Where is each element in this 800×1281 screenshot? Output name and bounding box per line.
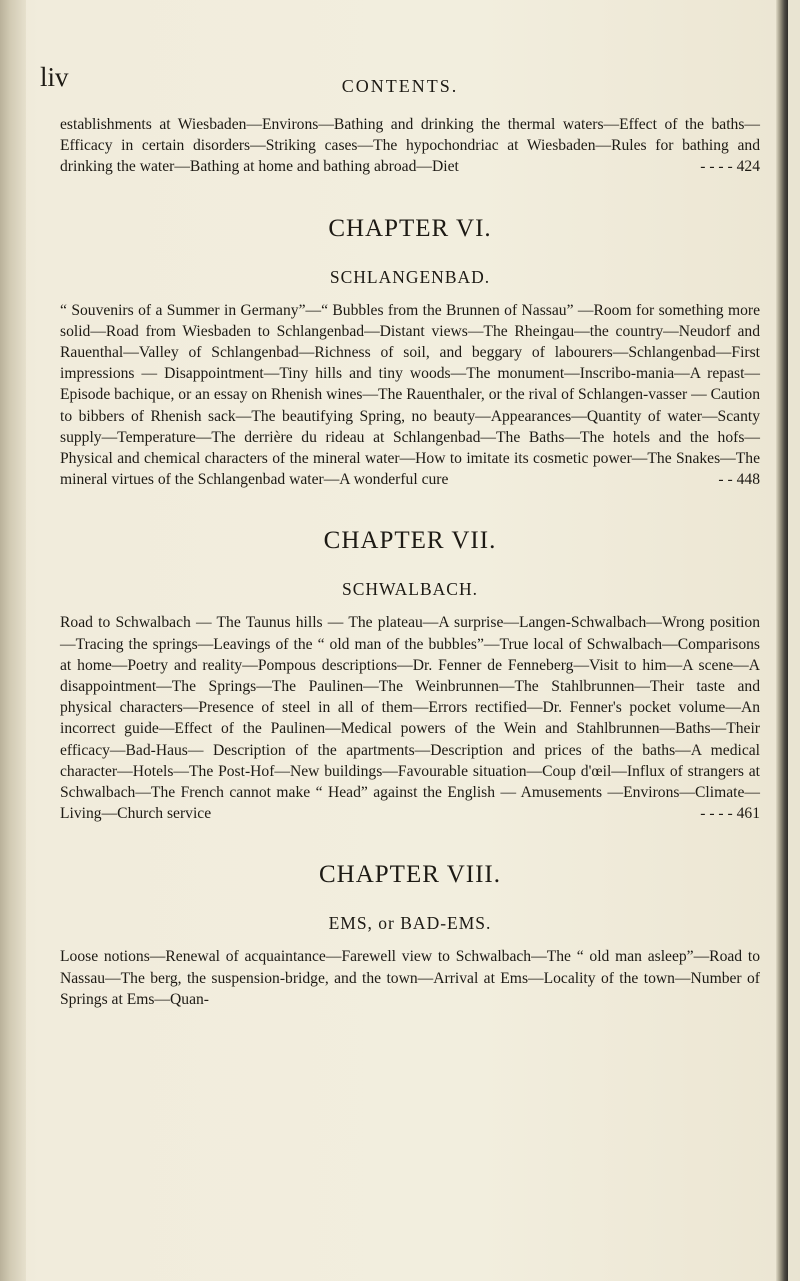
chapter-title-viii: EMS, or BAD-EMS. (328, 913, 492, 934)
intro-text: establishments at Wiesbaden—Environs—Bathing and drinking the thermal waters—Effect of the baths—Efficacy in certain disorders—Striking cases—The hypochondriac at Wiesbaden—Rules for bathing and drinking the water—Bathing at home and bathing abroad—Diet (60, 116, 760, 176)
intro-paragraph (60, 114, 760, 178)
chapter-title-vi: SCHLANGENBAD. (329, 266, 491, 287)
chapter-heading-vi: CHAPTER VI. (328, 214, 492, 242)
chapter-summary-viii (60, 946, 760, 1010)
page-gutter (0, 0, 26, 1281)
chapter-heading-vii: CHAPTER VII. (323, 527, 497, 555)
chapter-title-vii: SCHWALBACH. (342, 579, 478, 600)
chapter-page-ref: - - 448 (718, 471, 760, 489)
chapter-heading-viii: CHAPTER VIII. (319, 861, 501, 889)
chapter-summary-text: Road to Schwalbach — The Taunus hills — The plateau—A surprise—Langen-Schwalbach—Wrong position—Tracing the springs—Leavings of the “ old man of the bubbles”—True local of Schwalbach—Comparisons at home—Poetry and reality—Pompous descriptions—Dr. Fenner de Fenneberg—Visit to him—A scene—A disappointment—The Springs—The Paulinen—The Weinbrunnen—The Stahlbrunnen—Their taste and physical characters—Presence of steel in all of them—Errors rectified—Dr. Fenner's pocket volume—An incorrect guide—Effect of the Paulinen—Medical powers of the Wein and Stahlbrunnen—Baths—Their efficacy—Bad-Haus— Description of the apartments—Description and prices of the baths—A medical character—Hotels—The Post-Hof—New buildings—Favourable situation—Coup d'œil—Influx of strangers at Schwalbach—The French cannot make “ Head” against the English — Amusements —Environs—Climate—Living—Church service (60, 614, 760, 823)
chapter-summary-text: Loose notions—Renewal of acquaintance—Farewell view to Schwalbach—The “ old man asleep”—Road to Nassau—The berg, the suspension-bridge, and the town—Arrival at Ems—Locality of the town—Number of Springs at Ems—Quan- (60, 948, 760, 1008)
intro-page-ref: - - - - 424 (700, 158, 760, 176)
page-edge-shadow (776, 0, 788, 1281)
chapter-summary-text: “ Souvenirs of a Summer in Germany”—“ Bubbles from the Brunnen of Nassau” —Room for something more solid—Road from Wiesbaden to Schlangenbad—Distant views—The Rheingau—the country—Neudorf and Rauenthal—Valley of Schlangenbad—Richness of soil, and beggary of labourers—Schlangenbad—First impressions — Disappointment—Tiny hills and tiny woods—The monument—Inscribo-mania—A repast—Episode bachique, or an essay on Rhenish wines—The Rauenthaler, or the rival of Schlangen-vasser — Caution to bibbers of Rhenish sack—The beautifying Spring, no beauty—Appearances—Quantity of water—Scanty supply—Temperature—The derrière du rideau at Schlangenbad—The Baths—The hotels and the hofs—Physical and chemical characters of the mineral water—How to imitate its cosmetic power—The Snakes—The mineral virtues of the Schlangenbad water—A wonderful cure (60, 301, 760, 489)
chapter-summary-vii (60, 612, 760, 824)
page-number: liv (40, 62, 69, 92)
chapter-summary-vi (60, 300, 760, 491)
contents-body (60, 114, 760, 1010)
chapter-page-ref: - - - - 461 (700, 805, 760, 823)
page-header (40, 56, 760, 106)
running-head: CONTENTS. (341, 76, 459, 96)
